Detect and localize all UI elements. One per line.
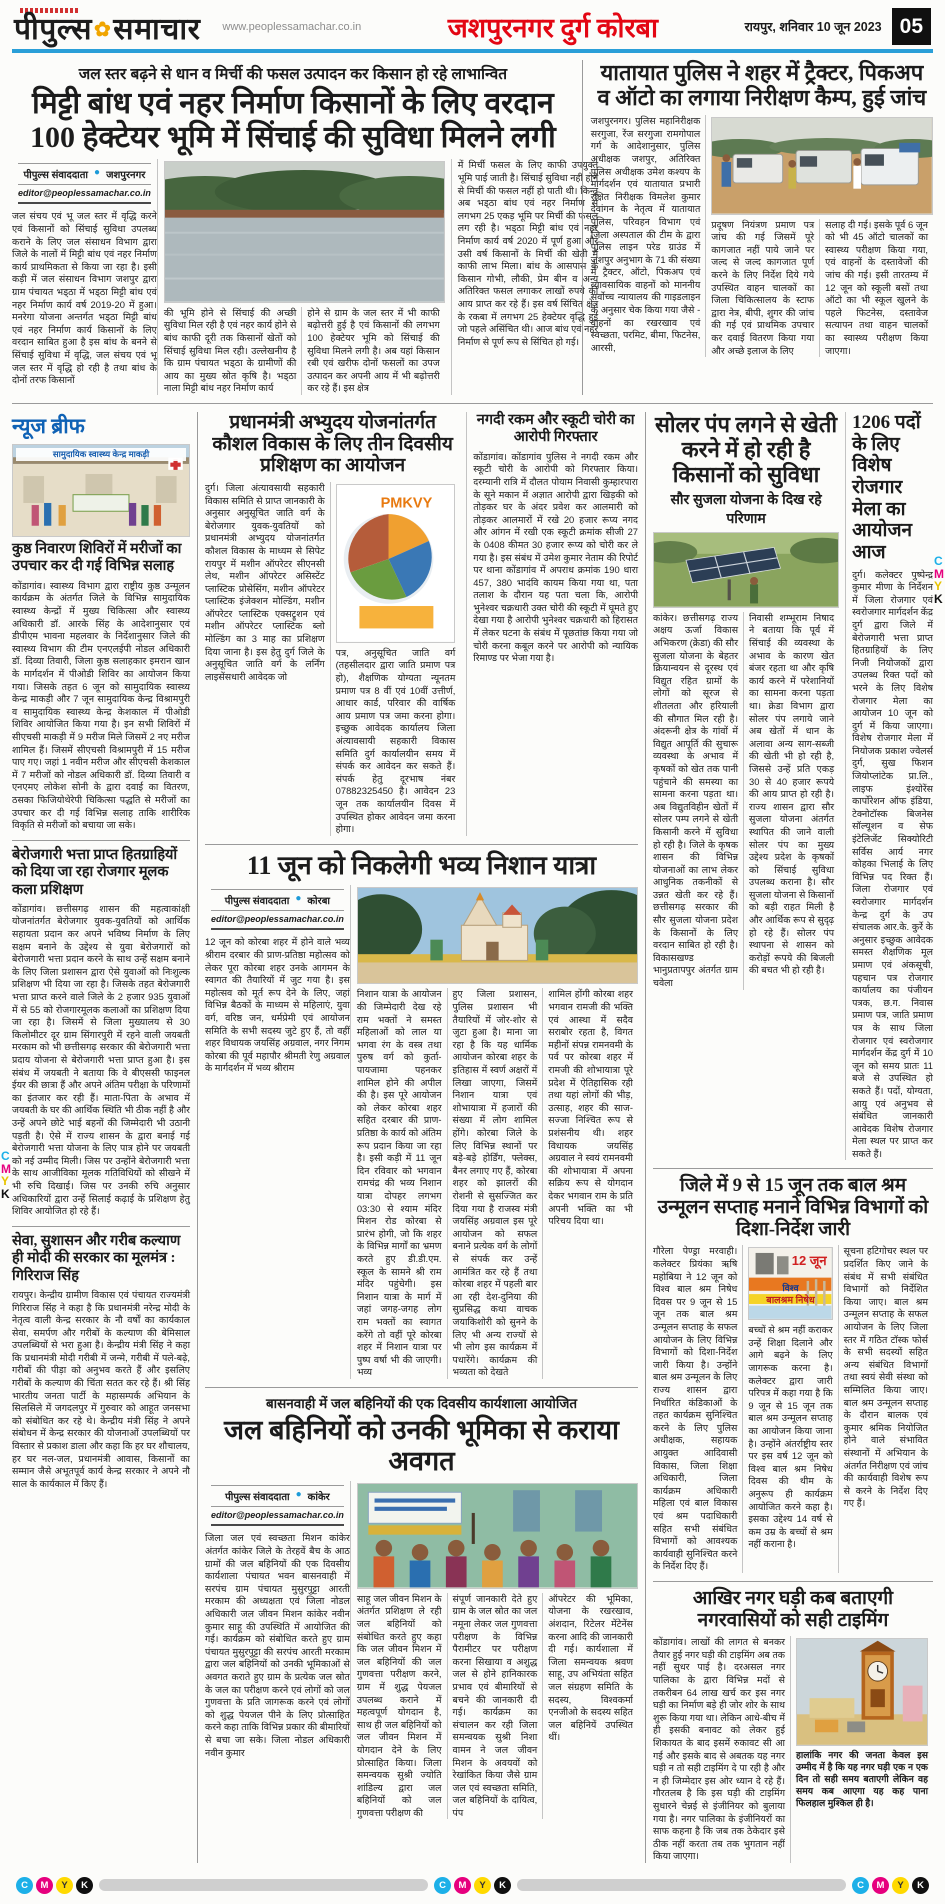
solar-subhead: सौर सुजला योजना के दिख रहे परिणाम bbox=[670, 491, 822, 527]
article-traffic-camp bbox=[582, 60, 933, 395]
article-town-clock bbox=[653, 1588, 933, 1863]
article-child-labour bbox=[653, 1175, 933, 1572]
lead-col4-text: में मिर्ची फसल के लिए काफी उपयुक्त भूमि पाई जाती है। सिंचाई सुविधा नहीं होने से मिर्ची की फसल नहीं हो पाती थी। किन्तु अब भड्ठा बांध एवं नहर निर्माण से लगभग 25 एकड़ भूमि पर मिर्ची की फसल लग रही है। भड्ठा मिट्टी बांध एवं नहर निर्माण कार्य वर्ष 2020 में पूर्ण हुआ और उसी वर्ष किसानों के मिर्ची की खेती में काफी लाभ मिला। बांध के आसपास के किसान गोभी, लौकी, प्रेम बीन व अन्य अतिरिक्त फसल लगाकर लाखों रुपये की आय प्राप्त कर रहे हैं। इस वर्ष सिंचित क्षेत्र के रकबा में लगभग 25 हेक्टेयर वृद्धि हुई जो पहले असिंचित थी। आज बांध एवं नहर निर्माण से पूर्ण रूप से सिंचित हो गई। bbox=[457, 159, 599, 347]
theft-headline: नगदी रकम और स्कूटी चोरी का आरोपी गिरफ्तार bbox=[476, 411, 635, 446]
article-berozgari bbox=[12, 847, 190, 1218]
poster-line2-text: बालश्रम निषेध bbox=[766, 1294, 815, 1306]
solar-panel-photo bbox=[653, 532, 839, 608]
nishan-col2-text: निशान यात्रा के आयोजन की जिम्मेदारी देख रहे राम भक्तों ने समस्त महिलाओं को लाल या भगवा रंग के वस्त्र तथा पुरुष वर्ग को कुर्ता-पायजामा पहनकर शामिल होने की अपील की है। इस पूरे आयोजन को लेकर कोरबा शहर सहित दरबार की प्राण-प्रतिष्ठा के कार्य को अंतिम रूप प्रदान किया जा रहा है। इसी कड़ी में 11 जून दिन रविवार को भगवान रामचंद्र की भव्य निशान यात्रा दोपहर लगभग 03:30 से श्याम मंदिर मिशन रोड कोरबा से प्रारंभ होगी, जो कि शहर के विभिन्न मार्गों का भ्रमण करते हुए डी.डी.एम. स्कूल के सामने श्री राम मंदिर पहुंचेगी। इस निशान यात्रा के मार्ग में जहां जगह-जगह लोग राम भक्तों का स्वागत करेंगे तो वहीं पूरे कोरबा शहर में निशान यात्रा पर पुष्प वर्षा भी की जाएगी। भव्य bbox=[356, 988, 442, 1378]
website-url: www.peoplessamachar.co.in bbox=[222, 20, 362, 33]
traffic-col2-text: प्रदूषण नियंत्रण प्रमाण पत्र जांच की गई जिसमें पूरे कागजात नहीं पाये जाने पर जल्द से जल्द कागजात पूर्ण करने के लिए निर्देश दिये गये उपस्थित वाहन चालकों का जिला चिकित्सालय के स्टाफ द्वारा नेत्र, बीपी, शुगर की जांच की गई एवं प्राथमिक उपचार कर दवाई वितरण किया गया और अच्छे इलाज के लिए bbox=[711, 218, 815, 356]
solar-col1-text: कांकेर। छत्तीसगढ़ राज्य अक्षय ऊर्जा विकास अभिकरण (क्रेडा) की सौर सुजला योजना के बेहतर क्रियान्वयन से दूरस्थ एवं विद्युत रहित ग्रामों के लोगों को सूरज से शीतलता और हरियाली की सौगात मिल रही है। अंदरूनी क्षेत्र के गांवों में विद्युत आपूर्ति की सुचारू व्यवस्था के अभाव में कृषकों को खेत तक पानी पहुंचाने की समस्या का सामना करना पड़ता था। अब विद्युतविहीन खेतों में सोलर पम्प लगने से खेती किसानी करने में सुविधा हो रही है। जिले के कृषक शासन की विभिन्न योजनाओं का लाभ लेकर आधुनिक तकनीकों से उन्नत खेती कर रहे हैं। छत्तीसगढ़ सरकार की सौर सुजला योजना प्रदेश के किसानों के लिए वरदान साबित हो रही है। विकासखण्ड भानुप्रतापपुर अंतर्गत ग्राम चवेला bbox=[653, 611, 739, 989]
nishan-headline: 11 जून को निकलेगी भव्य निशान यात्रा bbox=[246, 850, 597, 880]
lead-col2-text: की भूमि होने से सिंचाई की अच्छी सुविधा मिल रही है एवं नहर कार्य होने से बांध काफी दूरी तक किसानों खेतों को सिंचाई सुविधा मिल रही। उल्लेखनीय है कि ग्राम पंचायत भड्ठा के ग्रामीणों की आय का मुख्य स्रोत कृषि है। भड्ठा नाला मिट्टी बांध नहर निर्माण कार्य bbox=[163, 306, 297, 394]
cmyk-edge-right: C M Y K bbox=[934, 554, 944, 606]
page-number-badge: 05 bbox=[892, 8, 931, 45]
pmkvy-poster-label-glyph: PMKVY bbox=[380, 495, 432, 512]
black-dot-icon: K bbox=[912, 1877, 929, 1894]
article-job-fair bbox=[845, 412, 933, 1161]
childlabour-col3-text: सूचना हटिगोचर स्थल पर प्रदर्शित किए जाने के संबंध में सभी संबंधित विभागों को निर्देशित किया जाए। बाल श्रम उन्मूलन सप्ताह के सफल आयोजन के लिए जिला स्तर में गठित टॉस्क फोर्स के सभी सदस्यों सहित अन्य संबंधित विभागों तथा स्वयं सेवी संस्था को सम्मिलित किया जाए। बाल श्रम उन्मूलन सप्ताह के दौरान बालक एवं कुमार श्रमिक नियोजित होने वाले संभावित संस्थानों में अभियान के अंतर्गत निरीक्षण एवं जांच की कार्यवाही विशेष रूप से करने के निर्देश दिए गए हैं। bbox=[838, 1245, 933, 1572]
nishan-byline: पीपुल्स संवाददाता ● कोरबा bbox=[211, 889, 344, 911]
article-jal-bahini bbox=[205, 1394, 638, 1820]
yellow-dot-icon: Y bbox=[56, 1877, 73, 1894]
magenta-dot-icon: M bbox=[872, 1877, 889, 1894]
childlabour-col2-text: बच्चों से श्रम नहीं कराकर उन्हें शिक्षा दिलाने और आगे बढ़ने के लिए जागरूक करना है। कलेक्टर द्वारा जारी परिपत्र में कहा गया है कि 9 जून से 15 जून तक बाल श्रम उन्मूलन सप्ताह का आयोजन किया जाना है। उन्होंने अंतर्राष्ट्रीय स्तर पर इस वर्ष 12 जून को विश्व बाल श्रम निषेध दिवस की थीम के अनुरूप ही कार्यक्रम आयोजित करने कहा है। इसका उद्देश्य 14 वर्ष से कम उम्र के बच्चों से श्रम नहीं कराना है। bbox=[748, 1324, 833, 1550]
nishan-col1-text: 12 जून को कोरबा शहर में होने वाले भव्य श्रीराम दरबार की प्राण-प्रतिष्ठा महोत्सव को लेकर पूरा कोरबा शहर उनके आगमन के स्वागत की तैयारियों में जुट गया है। इस महोत्सव को मूर्त रूप देने के लिए, जहां विभिन्न बैठकों के माध्यम से महिलाएं, युवा वर्ग, वरिष्ठ जन, धर्मप्रेमी एवं आयोजन समिति के सभी सदस्य जुटे हुए हैं, तो वहीं शहर विधायक जयसिंह अग्रवाल, नगर निगम कोरबा की पूर्व महापौर श्रीमती रेणु अग्रवाल के मार्गदर्शन में भव्य श्रीराम bbox=[205, 936, 350, 1074]
childlabour-col1-text: गौरेला पेण्ड्रा मरवाही। कलेक्टर प्रियंका ऋषि महोबिया ने 12 जून को विश्व बाल श्रम निषेध दिवस पर 9 जून से 15 जून तक बाल श्रम उन्मूलन सप्ताह के सफल आयोजन के लिए विभिन्न विभागों को दिशा-निर्देश जारी किया है। उन्होंने बाल श्रम उन्मूलन के लिए राज्य शासन द्वारा निर्धारित कंडिकाओं के तहत कार्यक्रम सुनिश्चित करने के लिए पुलिस अधीक्षक, सहायक आयुक्त आदिवासी विकास, जिला शिक्षा अधिकारी, जिला कार्यक्रम अधिकारी महिला एवं बाल विकास एवं श्रम पदाधिकारी सहित सभी संबंधित विभागों को आवश्यक कार्यवाही सुनिश्चित करने के निर्देश दिए हैं। bbox=[653, 1245, 738, 1572]
newspaper-logo bbox=[14, 8, 200, 45]
article-pmkvy bbox=[205, 412, 466, 836]
yellow-dot-icon: Y bbox=[474, 1877, 491, 1894]
left-rail bbox=[12, 412, 190, 1863]
traffic-col3-text: सलाह दी गई। इसके पूर्व 6 जून को भी 45 ऑटो चालकों का स्वास्थ्य परीक्षण किया गया, एवं वाहनों के दस्तावेजों की जांच की गई। इसी तारतम्य में 12 जून को स्कूली बसों तथा ऑटो का भी स्कूल खुलने के पहले फिटनेस, दस्तावेज सत्यापन तथा वाहन चालकों का स्वास्थ्य परीक्षण किया जाएगा। bbox=[819, 219, 933, 358]
clock-photo-caption: हालांकि नगर की जनता केवल इस उम्मीद में है कि यह नगर घड़ी एक न एक दिन तो सही समय बताएगी लेकिन वह समय कब आएगा यह कह पाना फिलहाल मुश्किल ही है। bbox=[796, 1749, 928, 1808]
magenta-dot-icon: M bbox=[454, 1877, 471, 1894]
childlabour-headline: जिले में 9 से 15 जून तक बाल श्रम उन्मूलन सप्ताह मनाने विभिन्न विभागों को दिशा-निर्देश जारी bbox=[657, 1175, 929, 1240]
lead-headline-line2: 100 हेक्टेयर भूमि में सिंचाई की सुविधा मिलने लगी bbox=[29, 121, 556, 155]
lead-col3-text: होने से ग्राम के जल स्तर में भी काफी बढ़ोत्तरी हुई है एवं किसानों की लगभग 100 हेक्टेयर भूमि को सिंचाई की सुविधा मिलने लगी है। अब यहां किसान रबी एवं खरीफ दोनों फसलों का उपज उत्पादन कर अपनी आय में भी बढ़ोत्तरी कर रहे हैं। इस क्षेत्र bbox=[301, 307, 444, 395]
jobfair-headline: 1206 पदों के लिए विशेष रोजगार मेला का आयोजन आज bbox=[852, 411, 921, 563]
nishan-email: editor@peoplessamachar.co.in bbox=[211, 911, 344, 930]
right-rail bbox=[653, 412, 933, 1863]
cmyk-edge-left: C M Y K bbox=[1, 1149, 11, 1201]
cmyk-dots-right bbox=[852, 1877, 929, 1894]
workshop-crowd-photo bbox=[357, 1483, 638, 1588]
black-dot-icon: K bbox=[494, 1877, 511, 1894]
black-dot-icon: K bbox=[76, 1877, 93, 1894]
edition-names: जशपुरनगर दुर्ग कोरबा bbox=[447, 13, 658, 43]
flower-icon: ✿ bbox=[94, 19, 112, 41]
photo-banner-text: सामुदायिक स्वास्थ्य केन्द्र माकड़ी bbox=[16, 448, 186, 461]
center-rail bbox=[197, 412, 646, 1863]
jalbahini-col3-text: संपूर्ण जानकारी देते हुए ग्राम के जल स्रोत का जल नमूना लेकर जल गुणवत्ता परीक्षण के विभिन्न पैरामीटर पर परीक्षण करना सिखाया व अशुद्ध जल से होने हानिकारक प्रभाव एवं बीमारियों से बचने की जानकारी दी गई। कार्यक्रम का संचालन कर रही जिला समन्वयक सुश्री निशा वामन ने जल जीवन मिशन के अवयवों को रेखांकित किया जैसे ग्राम जल एवं स्वच्छता समिति, जल बहिनियों के दायित्व, पंप bbox=[447, 1593, 543, 1820]
lead-headline-line1: मिट्टी बांध एवं नहर निर्माण किसानों के लिए वरदान bbox=[32, 87, 554, 120]
traffic-headline-line1: यातायात पुलिस ने शहर में ट्रैक्टर, पिकअप bbox=[600, 60, 924, 85]
jalbahini-headline: जल बहिनियों को उनकी भूमिका से कराया अवगत bbox=[224, 1414, 619, 1476]
cyan-dot-icon: C bbox=[16, 1877, 33, 1894]
theft-body: कोंडागांव। कोंडागांव पुलिस ने नगदी रकम और स्कूटी चोरी के आरोपी को गिरफ्तार किया। दरम्यानी रात्रि में दौलत पोयाम निवासी कुम्हारपारा के सूने मकान में अज्ञात आरोपी द्वारा खिड़की को तोड़कर घर के अंदर प्रवेश कर आलमारी को तोड़कर आलमारों में रखे 20 हजार रूप्य नगद और आंगन में रखी एक स्कूटी क्रमांक सीजी 27 के 0408 कीमत 30 हजार रूप्य को चोरी कर ले गया है। इस संबंध में उमेश कुमार नेताम की रिपोर्ट पर थाना कोंडागांव में अपराध क्रमांक 190 धारा 457, 380 भादंवि कायम किया गया था, पता तलाश के दौरान यह पता चला कि, आरोपी भुनेश्वर चक्रधारी उक्त चोरी की स्कूटी में घूमते हुए देखा गया है आरोपी भुनेश्वर चक्रधारी को हिरासत में लेकर घटना के संबंध में पूछतांछ किया गया जो चोरी करना कबूल करने पर आरोपी को न्यायिक रिमाण्ड पर भेजा गया है। bbox=[473, 450, 638, 664]
article-solar-pump bbox=[653, 412, 845, 1161]
temple-photo bbox=[357, 887, 638, 984]
poster-date-text: 12 जून bbox=[791, 1253, 827, 1269]
pmkvy-col2-text: पत्र, अनुसूचित जाति वर्ग (तहसीलदार द्वारा जाति प्रमाण पत्र हो), शैक्षणिक योग्यता न्यूनतम प्रमाण पत्र 8 वीं एवं 10वीं उत्तीर्ण, आधार कार्ड, परिवार की वार्षिक आय प्रमाण पत्र जमा करना होगा। इच्छुक आवेदक कार्यालय जिला अंत्यावसायी सहकारी विकास समिति दुर्ग कार्यालयीन समय में संपर्क कर आवेदन कर सकते हैं। संपर्क हेतु दूरभाष नंबर 07882325450 है। आवेदन 23 जून तक कार्यालयीन दिवस में उपस्थित होकर आवेदन जमा करना होगा। bbox=[335, 646, 456, 835]
lead-kicker: जल स्तर बढ़ने से धान व मिर्ची की फसल उत्पादन कर किसान हो रहे लाभान्वित bbox=[78, 66, 508, 83]
solar-col2-text: निवासी शम्भूराम निषाद ने बताया कि पूर्व में सिंचाई की व्यवस्था के अभाव के कारण खेत बंजर रहता था और कृषि कार्य करने में परेशानियों का सामना करना पड़ता था। क्रेडा विभाग द्वारा सोलर पंप लगाये जाने अब खेतों में धान के अलावा अन्य साग-सब्जी की खेती भी हो रही है, जिससे उन्हें प्रति एकड़ 30 से 40 हजार रूपये की आय प्राप्त हो रही है। राज्य शासन द्वारा सौर सुजला योजना अंतर्गत स्थापित की जाने वाली सोलर पंप का मुख्य उद्देश्य प्रदेश के कृषकों को सिंचाई सुविधा उपलब्ध कराना है। सौर सुजला योजना से किसानों को बड़ी राहत मिली है और आर्थिक रूप से सुदृढ़ हो रहे हैं। सोलर पंप स्थापना से शासन को करोड़ों रूपये की बिजली की बचत भी हो रही है। bbox=[743, 612, 839, 990]
lead-col1-text: जल संचय एवं भू जल स्तर में वृद्धि करने एवं किसानों को सिंचाई सुविधा उपलब्ध कराने के लिए जल संसाधन विभाग द्वारा जिले के नालों में मिट्टी बांध एवं नहर निर्माण कार्य प्राथमिकता से किया जा रहा है। इसी कड़ी में जल संसाधन विभाग जशपुर द्वारा ग्राम पंचायत भड्ठा में भड्ठा मिट्टी बांध एवं नहर निर्माण कार्य वर्ष 2019-20 में हुआ। मनरेगा योजना अन्तर्गत भड्ठा मिट्टी बांध एवं नहर निर्माण कार्य किसानों के लिए वरदान साबित हुआ है इस बांध के बनने से सिंचाई सुविधा में वृद्धि, जल संचय एवं भू जल स्तर में वृद्धि हो रही है तथा बांध के दोनों तरफ किसानों bbox=[12, 210, 157, 386]
pmkvy-headline: प्रधानमंत्री अभ्युदय योजनांतर्गत कौशल विकास के लिए तीन दिवसीय प्रशिक्षण का आयोजन bbox=[212, 411, 453, 477]
jobfair-body: दुर्ग। कलेक्टर पुष्पेन्द्र कुमार मीणा के निर्देशन में जिला रोजगार एवं स्वरोजगार मार्गदर्शन केंद्र दुर्ग द्वारा जिले में बेरोजगारी भत्ता प्राप्त हितग्राहियों के लिए निजी नियोजकों द्वारा उपलब्ध रिक्त पदों को भरने के लिए विशेष रोजगार मेला का आयोजन 10 जून को दुर्ग में किया जाएगा। विशेष रोजगार मेला में नियोजक प्रकाश ज्वेलर्स दुर्ग, सुख फिशन जियोप्लांटेक प्रा.लि., लाइफ इंश्योरेंस कार्पोरेशन ऑफ इंडिया, टेक्नोटॉस्क बिजनेस सॉल्यूशन व सेफ इंटेलिजेंट सिक्योरिटी सर्विस आर्य नगर कोहका भिलाई के लिए विभिन्न पद रिक्त हैं। जिला रोजगार एवं स्वरोजगार मार्गदर्शन केन्द्र दुर्ग के उप संचालक आर.के. कुर्रे के अनुसार इच्छुक आवेदक समस्त शैक्षणिक मूल प्रमाण एवं अंकसूची, पहचान पत्र रोजगार कार्यालय का पंजीयन पत्रक, छ.ग. निवास प्रमाण पत्र, जाति प्रमाण पत्र के साथ जिला रोजगार एवं स्वरोजगार मार्गदर्शन केंद्र दुर्ग में 10 जून को समय प्रातः 11 बजे से उपस्थित हो सकते हैं। पदों, योग्यता, आयु एवं अनुभव से संबंधित जानकारी आवेदक विशेष रोजगार मेला स्थल पर प्राप्त कर सकते हैं। bbox=[852, 568, 933, 1159]
jalbahini-col2-text: साहू जल जीवन मिशन के अंतर्गत प्रशिक्षण ले रही जल बहिनियों को संबोधित करते हुए कहा कि जल जीवन मिशन में जल बहिनियों की जल गुणवत्ता परीक्षण करने, ग्राम में शुद्ध पेयजल उपलब्ध कराने में महत्वपूर्ण योगदान है, साथ ही जल बहिनियों को जल जीवन मिशन में योगदान देने के लिए प्रोत्साहित किया। जिला समन्वयक सुश्री ज्योति शांडिल्य द्वारा जल बहिनियों को जल गुणवत्ता परीक्षण की bbox=[356, 1592, 442, 1818]
news-brief-section bbox=[12, 412, 190, 832]
solar-headline: सोलर पंप लगने से खेती करने में हो रही है किसानों को सुविधा bbox=[654, 411, 838, 488]
nishan-col3-text: हुए जिला प्रशासन, पुलिस प्रशासन भी तैयारियों में जोर-शोर से जुटा हुआ है। माना जा रहा है कि यह धार्मिक आयोजन कोरबा शहर के इतिहास में स्वर्ण अक्षरों में लिखा जाएगा, जिसमें निशान यात्रा एवं शोभायात्रा में हजारों की संख्या में लोग शामिल होंगे। कोरबा जिले के लिए विभिन्न स्थानों पर बड़े-बड़े होर्डिंग, फ्लेक्स, बैनर लगाए गए हैं, कोरबा शहर को झालरों की रोशनी से सुसज्जित कर दिया गया है राजस्व मंत्री जयसिंह अग्रवाल इस पूरे आयोजन को सफल बनाने प्रत्येक वर्ग के लोगों से संपर्क कर उन्हें आमंत्रित कर रहे हैं तथा कोरबा शहर में पहली बार आ रही देश-दुनिया की सुप्रसिद्ध कथा वाचक जयाकिशोरी को सुनने के लिए भी अन्य राज्यों से भी लोग इस कार्यक्रम में पधारेंगे। कार्यक्रम की भव्यता को देखते bbox=[447, 988, 543, 1378]
cmyk-dots-center bbox=[434, 1877, 511, 1894]
byline-dot-icon: ● bbox=[295, 1489, 302, 1501]
berozgari-headline: बेरोजगारी भत्ता प्राप्त हितग्राहियों को दिया जा रहा रोजगार मूलक कला प्रशिक्षण bbox=[12, 846, 178, 898]
news-brief-title: न्यूज ब्रीफ bbox=[12, 413, 85, 438]
jalbahini-kicker: बासनवाही में जल बहिनियों की एक दिवसीय कार्यशाला आयोजित bbox=[265, 1395, 578, 1411]
dateline: रायपुर, शनिवार 10 जून 2023 bbox=[744, 20, 882, 34]
dam-lake-photo bbox=[164, 161, 445, 302]
jalbahini-col1-text: जिला जल एवं स्वच्छता मिशन कांकेर अंतर्गत कांकेर जिले के तेरहवें बैच के आठ ग्रामों की जल बहिनियों की एक दिवसीय कार्यशाला पंचायत भवन बासनवाही में सरपंच ग्राम पंचायत मुसुरपुट्टा आरती मरकाम की अध्यक्षता एवं जिला नोडल अधिकारी जल जीवन मिशन कांकेर नवीन कुमार साहू की उपस्थिति में आयोजित की गई। कार्यक्रम को संबोधित करते हुए ग्राम पंचायत मुसुरपुट्टा की सरपंच आरती मरकाम द्वारा जल बहिनियों को उनकी भूमिकाओं से अवगत कराते हुए ग्राम के प्रत्येक जल स्रोत के जल का परीक्षण करने एवं लोगों को जल गुणवत्ता के प्रति जागरूक करने एवं लोगों को शुद्ध पेयजल पीने के लिए प्रोत्साहित करने कहा ताकि विभिन्न प्रकार की बीमारियों से बचा जा सके। जिला नोडल अधिकारी नवीन कुमार bbox=[205, 1532, 350, 1758]
press-track bbox=[99, 1879, 428, 1891]
magenta-dot-icon: M bbox=[36, 1877, 53, 1894]
pmkvy-poster bbox=[336, 484, 456, 643]
lead-byline: पीपुल्स संवाददाता ● जशपुरनगर bbox=[18, 163, 151, 185]
article-theft bbox=[466, 412, 638, 836]
clock-tower-photo bbox=[796, 1638, 928, 1746]
berozgari-body: कोंडागांव। छत्तीसगढ़ शासन की महत्वाकांक्षी योजनांतर्गत बेरोजगार युवक-युवतियों को आर्थिक सहायता प्रदान कर अपने भविष्य निर्माण के लिए सक्षम बनाने के उद्देश्य से युवा बेरोजगारों को बेरोजगारी भत्ता प्रदान करने के साथ उन्हें सक्षम बनाने के लिए जिला प्रशासन द्वारा ऐसे युवाओं को निःशुल्क प्रशिक्षण भी दिया जा रहा है। जिसके तहत बेरोजगारी भत्ता प्राप्त करने वाले जिले के 2 हजार 935 युवाओं में से 55 को रोजगारमूलक कलाओं का प्रशिक्षण दिया जा रहा है। जिसमें से जिला मुख्यालय से 30 किलोमीटर दूर ग्राम सिंगारपुरी में रहने वाली जयबती मरकाम को भी छत्तीसगढ़ सरकार की बेरोजगारी भत्ता प्रदाय योजना से बेरोजगारी भत्ता प्राप्त हुआ है। इस संबंध में जयबती ने बताया कि वे बीएससी फाइनल ईयर की छात्रा हैं और अपने अंतिम परीक्षा के परिणामों का इंतजार कर रही हैं। माता-पिता के अभाव में जयबती के घर की आर्थिक स्थिति भी ठीक नहीं है और उन्हें अपने छोटे भाई बहनों की जिम्मेदारी भी उठानी पड़ती है। ऐसे में राज्य शासन के द्वारा बनाई गई बेरोजगारी भत्ता योजना के लिए पात्र होने पर जयबती को नई उम्मीद मिली। जिस पर उन्होंने बेरोजगारी भत्ता के साथ आजीविका मूलक गतिविधियों को सीखने में भी रुचि दिखाई। जिस पर उनकी रुचि अनुसार अधिकारियों द्वारा उन्हें सिलाई कढ़ाई के प्रशिक्षण हेतु शिविर आयोजित हो रहे हैं। bbox=[12, 902, 190, 1217]
cyan-dot-icon: C bbox=[434, 1877, 451, 1894]
article-nishan-yatra bbox=[205, 851, 638, 1379]
byline-dot-icon: ● bbox=[295, 893, 302, 905]
logo-text-1: पीपुल्स bbox=[14, 13, 93, 46]
masthead-rule bbox=[12, 49, 933, 53]
masthead bbox=[12, 6, 933, 49]
vehicle-inspection-photo bbox=[711, 117, 933, 215]
article-lead-dam bbox=[12, 60, 599, 395]
pmkvy-col1-text: दुर्ग। जिला अंत्यावसायी सहकारी विकास समिति से प्राप्त जानकारी के अनुसार अनुसूचित जाति वर्ग के बेरोजगार युवक-युवतियों को प्रधानमंत्री अभ्युदय योजनांतर्गत कौशल विकास के माध्यम से सिपेट रायपुर में मशीन ऑपरेटर सीएनसी लेथ, मशीन ऑपरेटर असिस्टेंट प्लास्टिक प्रोसेसिंग, मशीन ऑपरेटर प्लास्टिक इंजेक्शन मोल्डिंग, मशीन ऑपरेटर प्लास्टिक एक्सट्रूशन एवं मशीन ऑपरेटर प्लास्टिक ब्लो मोल्डिंग का 3 माह का प्रशिक्षण दिया जाना है। इस हेतु दुर्ग जिले के अनुसूचित जाति वर्ग के लर्निंग लाइसेंसधारी आवेदक जो bbox=[205, 481, 325, 682]
byline-dot-icon: ● bbox=[94, 167, 101, 179]
news-brief-headline: कुष्ठ निवारण शिविरों में मरीजों का उपचार कर दी गई विभिन्न सलाह bbox=[12, 541, 182, 575]
jalbahini-col4-text: ऑपरेटर की भूमिका, योजना के रखरखाव, अंशदान, रिटेलर मेंटेनेंस करना आदि की जानकारी दी गई। कार्यशाला में जिला समन्वयक श्रवण साहू, उप अभियंता सहित जल संग्रहण समिति के सदस्य, विश्वकर्मा एनजीओ के सदस्य सहित जल बहिनियें उपस्थित थीं। bbox=[542, 1593, 638, 1820]
article-modi-speech bbox=[12, 1233, 190, 1491]
poster-line1-text: विश्व bbox=[782, 1282, 799, 1293]
lead-email: editor@peoplessamachar.co.in bbox=[18, 185, 151, 204]
modi-headline: सेवा, सुशासन और गरीब कल्याण ही मोदी की सरकार का मूलमंत्र : गिरिराज सिंह bbox=[12, 1232, 181, 1284]
press-registration-bar bbox=[16, 1877, 929, 1894]
news-brief-body: कोंडागांव। स्वास्थ्य विभाग द्वारा राष्ट्रीय कुष्ठ उन्मूलन कार्यक्रम के अंतर्गत जिले के विभिन्न सामुदायिक स्वास्थ्य केन्द्रों में मुख्य चिकित्सा और स्वास्थ्य अधिकारी डॉ. आरके सिंह के आदेशानुसार एवं डीपीएम भावना महलवार के निर्देशानुसार जिले की स्वास्थ्य विभाग की टीम एनएलईपी नोडल अधिकारी डॉ. दिव्या तिवारी, जिला कुष्ठ सलाहकार इमरान खान के मार्गदर्शन में पीओडी शिविर का आयोजन किया गया। जिसके तहत 6 जून को सामुदायिक स्वास्थ्य केन्द्र माकड़ी और 7 जून सामुदायिक केन्द्र विश्रामपुरी व सामुदायिक स्वास्थ्य केन्द्र केशकाल में पीओडी शिविर आयोजित किया गया है। इन सभी शिविरों में सीएचसी माकड़ी में 9 मरीज मिले जिसमें 2 नए मरीज शामिल हैं। जिसमें सीएचसी विश्रामपुरी में 15 मरीज पाए गए। जहां 1 नवीन मरीज और सीएचसी केशकाल में 7 मरीजों को नोडल अधिकारी डॉ. दिव्या तिवारी व एनएमए लोकेश सोनी के द्वारा दवाई का वितरण, ठसका फिजियोथेरेपी चिकित्सा पद्धति से मरीजों का उपचार कर दी गई विभिन्न सलाह ताकि शारीरिक विकृति से मरीजों को बचाया जा सके। bbox=[12, 579, 190, 831]
traffic-headline-line2: व ऑटो का लगाया निरीक्षण कैम्प, हुई जांच bbox=[597, 85, 927, 111]
logo-text-2: समाचार bbox=[113, 13, 201, 46]
nishan-col4-text: शामिल होंगी कोरबा शहर भगवान रामजी की भक्ति एवं आस्था में सदैव सराबोर रहता है, विगत महीनों संपन्न रामनवमी के पर्व पर कोरबा शहर में रामजी की शोभायात्रा पूरे प्रदेश में ऐतिहासिक रही तथा यहां लोगों की भीड़, उत्साह, शहर की साज-सज्जा निश्चित रूप से प्रशंसनीय थी। शहर विधायक जयसिंह अग्रवाल ने स्वयं रामनवमी की शोभायात्रा में अपना सक्रिय रूप से योगदान देकर भगवान राम के प्रति अपनी भक्ति का भी परिचय दिया था। bbox=[542, 988, 638, 1378]
cmyk-dots-left bbox=[16, 1877, 93, 1894]
traffic-col1-text: जशपुरनगर। पुलिस महानिरीक्षक सरगुजा, रेंज सरगुजा रामगोपाल गर्ग के आदेशानुसार, पुलिस अधीक्षक जशपुर, अतिरिक्त पुलिस अधीक्षक उमेश कश्यप के मार्गदर्शन एवं यातायात प्रभारी रक्षित निरीक्षक विमलेश कुमार देवांगन के नेतृत्व में यातायात पुलिस, परिवहन विभाग एवं जिला अस्पताल की टीम के द्वारा पुलिस लाइन परेड ग्राउंड में जशपुर अनुभाग के 71 की संख्या में ट्रैक्टर, ऑटो, पिकअप एवं व्यावसायिक वाहनों को माननीय सर्वोच्च न्यायालय की गाइडलाइन के अनुसार चेक किया गया जैसे - वाहनों का रखरखाव एवं स्वच्छता, परमिट, बीमा, फिटनेस, आरसी, bbox=[590, 115, 701, 353]
jalbahini-byline: पीपुल्स संवाददाता ● कांकेर bbox=[211, 1485, 344, 1507]
clock-headline: आखिर नगर घड़ी कब बताएगी नगरवासियों को सही टाइमिंग bbox=[692, 1587, 894, 1631]
clock-col1-text: कोंडागांव। लाखों की लागत से बनकर तैयार हुई नगर घड़ी की टाइमिंग अब तक नहीं सुधर पाई है। दरअसल नगर पालिका के द्वारा विभिन्न मदों से तकरीबन 64 लाख खर्च कर इस नगर घड़ी का निर्माण बड़े ही जोर शोर के साथ शुरू किया गया था। लेकिन आधे-बीच में ही इसकी बनावट को लेकर हुई शिकायत के बाद इसमें रुकावट सी आ गई और इसके बाद से अबतक यह नगर घड़ी न तो सही टाइमिंग दे पा रही है और न ही जिम्मेदार इस ओर ध्यान दे रहे हैं। गौरतलब है कि इस घड़ी की टाइमिंग सुधारने चेन्नई से इंजीनियर को बुलाया गया है। नगर पालिका के इंजीनियरों का साफ कहना है कि जब तक ठेकेदार इसे ठीक नहीं करता तब तक भुगतान नहीं किया जाएगा। bbox=[653, 1636, 785, 1862]
modi-body: रायपुर। केन्द्रीय ग्रामीण विकास एवं पंचायत राज्यमंत्री गिरिराज सिंह ने कहा है कि प्रधानमंत्री नरेन्द्र मोदी के नेतृत्व वाली केन्द्र सरकार के नौ वर्षों का कार्यकाल सेवा, समर्पण और गरीबों के कल्याण की बेमिसाल उपलब्धियों से भरा हुआ है। केन्द्रीय मंत्री सिंह ने कहा कि प्रधानमंत्री मोदी गरीबी में जन्मे, गरीबी में पले-बढ़े, गरीबों की पीड़ा को अनुभव करते हैं और इसलिए गरीबों के कल्याण की चिंता सतत कर रहे हैं। श्री सिंह भारतीय जनता पार्टी के महासम्पर्क अभियान के सिलसिले में जगदलपुर में गुरुवार को आहूत जनसभा को संबोधित कर रहे थे। केन्द्रीय मंत्री सिंह ने अपने संबोधन में केन्द्र सरकार की योजनाओं उपलब्धियों पर विस्तार से प्रकाश डाला और कहा कि हर घर शौचालय, हर घर नल-जल, प्रधानमंत्री आवास, किसानों का सम्मान जैसे अभूतपूर्व कार्य केन्द्र सरकार ने अपने नौ साल के कार्यकाल में किए हैं। bbox=[12, 1288, 190, 1489]
yellow-dot-icon: Y bbox=[892, 1877, 909, 1894]
press-track bbox=[517, 1879, 846, 1891]
cyan-dot-icon: C bbox=[852, 1877, 869, 1894]
jalbahini-email: editor@peoplessamachar.co.in bbox=[211, 1507, 344, 1526]
